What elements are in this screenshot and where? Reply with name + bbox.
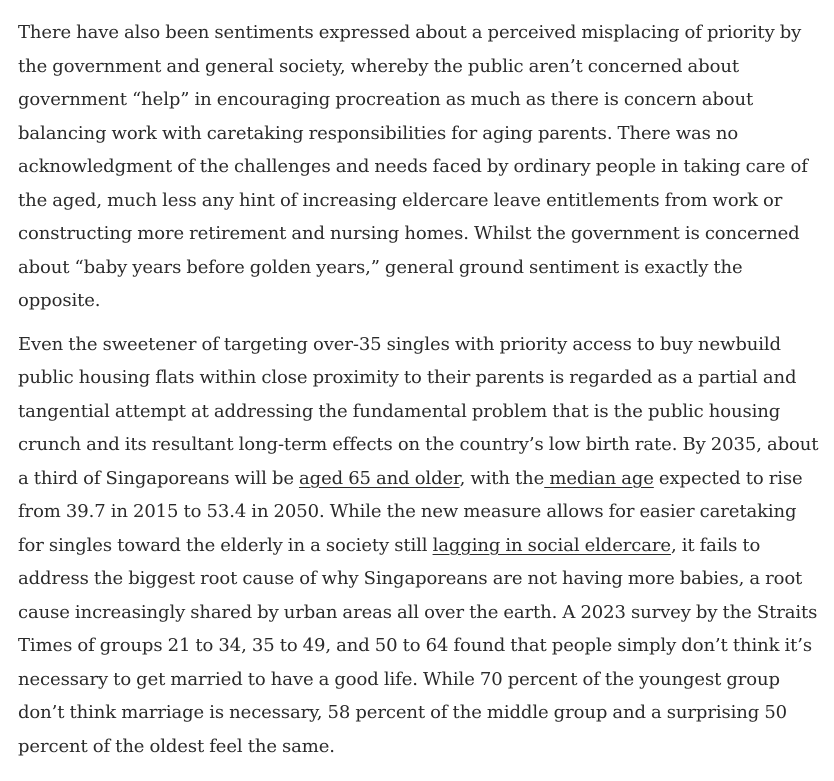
- paragraph-text-segment: Even the sweetener of targeting over-35 singles with priority access to buy newbuild public housing flats within close proximity to their parents is regarded as a partial and tangential attempt at addressing the fundamental problem that is the public housing crunch and its resultant long-term effects on the country’s low birth rate. By 2035, about a third of Singaporeans will be: [18, 333, 819, 489]
- paragraph-text-segment: , with the: [459, 467, 545, 489]
- link-lagging-in-social-eldercare[interactable]: lagging in social eldercare: [432, 534, 671, 556]
- paragraph-text-segment: , it fails to address the biggest root cause of why Singaporeans are not having more babies, a root cause increasingly shared by urban areas all over the earth. A 2023 survey by the Straits Times of groups 21 to 34, 35 to 49, and 50 to 64 found that people simply don’t think it’s necessary to get married to have a good life. While 70 percent of the youngest group don’t think marriage is necessary, 58 percent of the middle group and a surprising 50 percent of the oldest feel the same.: [18, 534, 818, 757]
- paragraph-housing-sweetener: [18, 328, 822, 764]
- link-median-age[interactable]: median age: [544, 467, 654, 489]
- paragraph-text-segment: expected to rise from 39.7 in 2015 to 53.4 in 2050. While the new measure allows for easier caretaking for singles toward the elderly in a society still: [18, 467, 803, 556]
- link-aged-65-and-older[interactable]: aged 65 and older: [299, 467, 460, 489]
- paragraph-priority-sentiment: There have also been sentiments expressed about a perceived misplacing of priority by the government and general society, whereby the public aren’t concerned about government “help” in encouraging procreation as much as there is concern about balancing work with caretaking responsibilities for aging parents. There was no acknowledgment of the challenges and needs faced by ordinary people in taking care of the aged, much less any hint of increasing eldercare leave entitlements from work or constructing more retirement and nursing homes. Whilst the government is concerned about “baby years before golden years,” general ground sentiment is exactly the opposite.: [18, 22, 808, 311]
